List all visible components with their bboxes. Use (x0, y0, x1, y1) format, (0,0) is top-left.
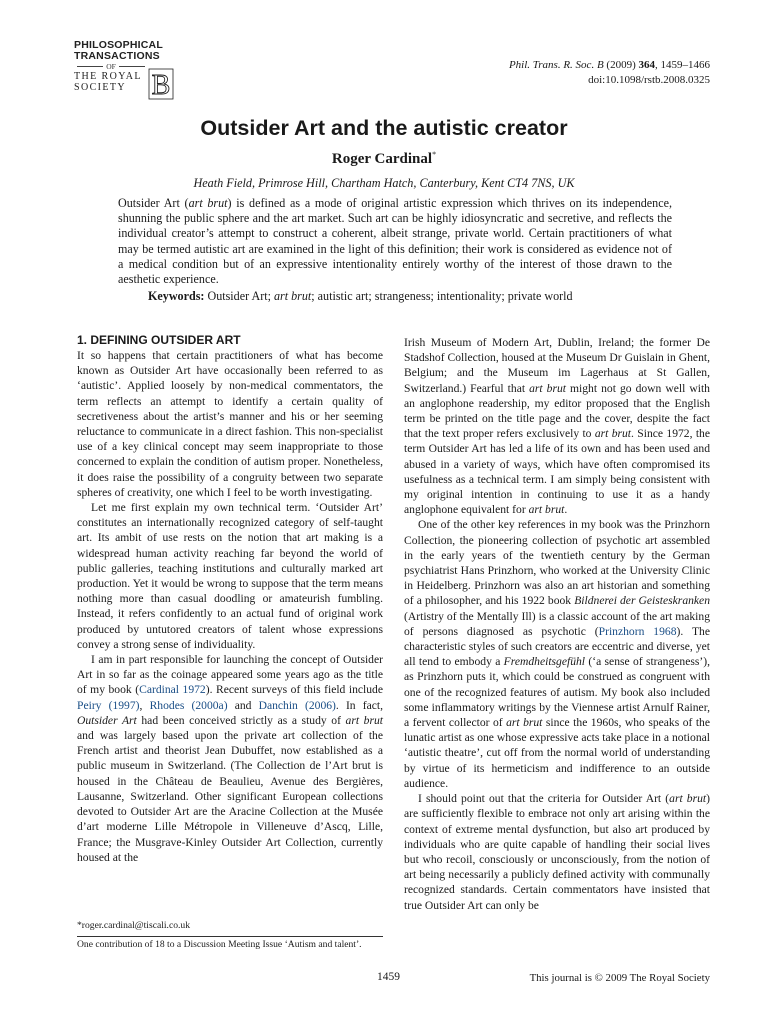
italic-run: Outsider Art (77, 713, 137, 727)
text-run: I am in part responsible for launching the concept of Outsider Art in so far as the coinage appeared some years ago as the title of my book ( (77, 653, 383, 697)
copyright-notice: This journal is © 2009 The Royal Society (529, 972, 710, 984)
journal-year: (2009) (606, 59, 636, 71)
text-run: since the 1960s, who speaks of the lunatic artist as one whose expressive acts take place in a notional ‘autistic theatre’, cut off from the normal world of understanding by virtue of its hermeticism and indifference to an outside audience. (404, 716, 710, 790)
right-para-1 (404, 335, 710, 517)
italic-run: Bildnerei der Geisteskranken (574, 594, 711, 608)
page-number: 1459 (377, 971, 400, 983)
author-name (0, 150, 768, 168)
text-run: ). The characteristic styles of such creators are eccentric and diverse, yet all tend to embody a (404, 624, 710, 669)
text-run: One of the other key references in my book was the Prinzhorn Collection, the pioneering collection of psychotic art assembled in the early years of the twentieth century by the German psychiatrist Hans Prinzhorn, who worked at the University Clinic in Heidelberg. Prinzhorn was also an art historian and something of a philosopher, and his 1922 book (404, 518, 710, 608)
section-heading: 1. DEFINING OUTSIDER ART (77, 333, 241, 347)
text-run: ). Recent surveys of this field include (205, 683, 384, 697)
italic-run: art brut (528, 503, 565, 517)
royal-society-logo (74, 40, 184, 102)
author-text: Roger Cardinal (331, 151, 433, 167)
text-run: , (139, 698, 150, 712)
keywords-label: Keywords: (148, 289, 205, 303)
text-run: . Since 1972, the term Outsider Art has led a life of its own and has been used and abused in a variety of ways, which have often compromised its usefulness as a technical term. I am simply being consistent with my original intention in continuing to use it as a handy anglophone equivalent for (404, 427, 710, 517)
journal-volume: 364 (638, 59, 655, 71)
logo-line-2: TRANSACTIONS (74, 50, 160, 62)
text-run: and was largely based upon the private art collection of the French artist and theorist Jean Dubuffet, now established as a public museum in Switzerland. (The Collection de l’Art brut is housed in the Château de Beaulieu, Avenue des Bergières, Lausanne, Switzerland. Other significant European collections devoted to Outsider Art are the Aracine Collection at the Musée d’art moderne Lille Métropole in Villeneuve d’Ascq, Lille, France; the Musgrave-Kinley Outsider Art Collection, currently housed at the (77, 729, 383, 864)
author-email[interactable]: *roger.cardinal@tiscali.co.uk (77, 920, 190, 931)
italic-run: art brut (669, 792, 707, 806)
abstract-text-2: ) is defined as a mode of original artistic expression which thrives on its independence, shunning the public sphere and the art market. Such art can be highly idiosyncratic and secretive, and reflects the individual creator’s attempt to construct a coherent, albeit strange, private world. Certain practitioners of what may be termed autistic art are examined in the light of this definition; their work is considered as evidence not of a medical condition but of an expressive intentionality entirely worthy of the interest of those drawn to the aesthetic experience. (118, 196, 672, 287)
text-run: Irish Museum of Modern Art, Dublin, Ireland; the former De Stadshof Collection, housed at the Museum Dr Guislain in Ghent, Belgium; and the Museum im Lagerhaus at St Gallen, Switzerland.) Fearful that (404, 336, 710, 395)
logo-of: OF (74, 62, 148, 71)
italic-run: art brut (506, 716, 543, 730)
citation-link-cardinal-1972[interactable]: Cardinal 1972 (139, 683, 206, 697)
left-para-1: It so happens that certain practitioners of what has become known as Outsider Art have occasionally been referred to as ‘autistic’. Applied loosely by non-medical commentators, the term reflects an attempt to identify a certain quality of secretiveness about the artist’s manner and his or her seeming reluctance to communicate in a direct fashion. This non-specialist use of a key clinical concept may seem inappropriate to those concerned to explain the condition of autism proper. Nonetheless, it does raise the possibility of a congruity between two separate spheres of creativity, one which I feel to be worth investigating. (77, 349, 383, 499)
doi[interactable]: doi:10.1098/rstb.2008.0325 (588, 74, 710, 86)
right-para-2 (404, 517, 710, 791)
article-title: Outsider Art and the autistic creator (200, 116, 568, 140)
citation-link-rhodes-2000a[interactable]: Rhodes (2000a) (149, 698, 228, 712)
abstract-text-1: Outsider Art ( (118, 196, 189, 210)
keywords-text-1: Outsider Art; (204, 289, 274, 303)
citation-link-prinzhorn-1968[interactable]: Prinzhorn 1968 (598, 624, 677, 638)
keywords-italic: art brut (273, 289, 312, 303)
italic-run: art brut (345, 713, 383, 727)
text-run: had been conceived strictly as a study of (136, 713, 346, 727)
text-run: might not go down well with an anglophone readership, my editor proposed that the English term be printed on the title page and the cover, despite the fact that the text proper refers exclusively to (404, 381, 710, 441)
text-run: (‘a sense of strangeness’), as Prinzhorn puts it, which could be construed as congruent with one of the recognized features of autism. My book also included some inflammatory writings by the Viennese artist Arnulf Rainer, a fervent collector of (404, 655, 711, 730)
contribution-note: One contribution of 18 to a Discussion Meeting Issue ‘Autism and talent’. (77, 939, 362, 950)
journal-name: Phil. Trans. R. Soc. B (508, 59, 604, 71)
footnote-divider (77, 936, 383, 937)
author-footnote-mark[interactable]: * (432, 150, 437, 159)
left-para-3 (77, 652, 383, 865)
italic-run: art brut (529, 381, 566, 395)
right-para-3 (404, 791, 710, 913)
citation-link-danchin-2006[interactable]: Danchin (2006) (258, 698, 336, 712)
logo-b-letter: B (151, 70, 171, 100)
abstract-italic: art brut (188, 196, 228, 210)
citation-line (509, 58, 710, 73)
left-column (77, 333, 383, 865)
abstract (118, 196, 672, 287)
text-run: I should point out that the criteria for Outsider Art ( (418, 792, 670, 806)
author-affiliation: Heath Field, Primrose Hill, Chartham Hatch, Canterbury, Kent CT4 7NS, UK (193, 176, 575, 190)
logo-line-1: PHILOSOPHICAL (74, 39, 163, 51)
text-run: . In fact, (335, 698, 384, 712)
citation-block (509, 58, 710, 88)
text-run: . (564, 503, 568, 517)
footnotes (77, 920, 383, 951)
text-run: ) are sufficiently flexible to embrace not only art arising within the context of extreme mental dysfunction, but also art produced by individuals who are quite capable of handling their social lives but who recoil, consciously or unconsciously, from the notion of art being necessarily a publicly defined activity with communally recognized standards. Certain commentators have insisted that true Outsider Art can only be (404, 792, 710, 912)
keywords-text-2: ; autistic art; strangeness; intentionality; private world (311, 289, 573, 303)
keywords (148, 289, 573, 304)
text-run: (Artistry of the Mentally Ill) is a classic account of the art making of persons diagnosed as psychotic ( (404, 609, 710, 638)
left-para-2: Let me first explain my own technical term. ‘Outsider Art’ constitutes an internationally recognized category of self-taught art. Its ambit of use rests on the notion that art making is a widespread human activity reaching far beyond the world of public galleries, teaching institutions and culturally marked art production. Yet it would be wrong to suppose that the term means nothing more than casual doodling or amateurish fumbling. Instead, it refers confidently to an actual fund of original work produced by untutored creators of talent whose expressions convey a strong sense of individuality. (77, 501, 383, 651)
italic-run: Fremdheitsgefühl (503, 655, 586, 669)
journal-pages: , 1459–1466 (655, 59, 710, 71)
citation-link-peiry-1997[interactable]: Peiry (1997) (77, 698, 140, 712)
right-column (404, 335, 710, 913)
logo-line-5: SOCIETY (74, 82, 127, 93)
italic-run: art brut (594, 427, 632, 441)
logo-b-icon (148, 68, 174, 100)
logo-line-4: THE ROYAL (74, 71, 142, 82)
text-run: and (227, 698, 259, 712)
